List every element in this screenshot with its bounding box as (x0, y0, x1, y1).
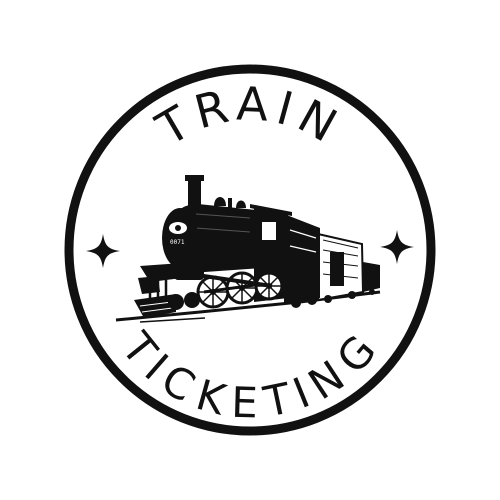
sparkle-star-right-icon (380, 230, 414, 264)
title-bottom-text: TICKETING (112, 323, 388, 428)
sparkle-star-left-icon (86, 234, 120, 268)
engine-number-text: 0071 (170, 239, 185, 246)
title-top-text: TRAIN (147, 76, 352, 157)
steam-locomotive-icon (116, 175, 380, 322)
